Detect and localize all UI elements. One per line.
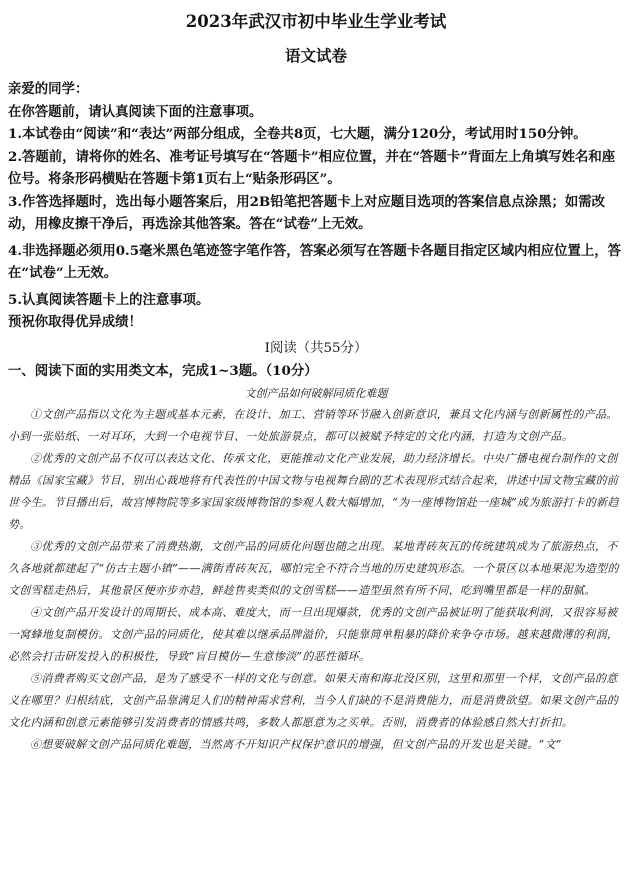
- instruction-item-3: 3.作答选择题时，选出每小题答案后，用2B铅笔把答题卡上对应题目选项的答案信息点涂黑；如需改动，用橡皮擦干净后，再选涂其他答案。答在“试卷”上无效。: [8, 193, 606, 232]
- article-paragraph-6: ⑥想要破解文创产品同质化难题，当然离不开知识产权保护意识的增强，但文创产品的开发也是关键。“文”: [30, 737, 562, 751]
- instructions-intro: 在你答题前，请认真阅读下面的注意事项。: [8, 103, 263, 120]
- article-paragraph-1: ①文创产品指以文化为主题或基本元素，在设计、加工、营销等环节融入创新意识，兼具文化内涵与创新属性的产品。小到一张贴纸、一对耳环，大到一个电视节目、一处旅游景点，都可以被赋予特定的文化内涵，打造为文创产品。: [8, 407, 618, 443]
- article-paragraph-2: ②优秀的文创产品不仅可以表达文化、传承文化，更能推动文化产业发展，助力经济增长。中央广播电视台制作的文创精品《国家宝藏》节目，别出心裁地将有代表性的中国文物与电视舞台剧的艺术表现形式结合起来，讲述中国文物宝藏的前世今生。节目播出后，故宫博物院等多家国家级博物馆的参观人数大幅增加，“为一座博物馆赴一座城”成为旅游打卡的新趋势。: [8, 451, 619, 531]
- article-paragraph-5: ⑤消费者购买文创产品，是为了感受不一样的文化与创意。如果天南和海北没区别，这里和那里一个样，文创产品的意义在哪里？归根结底，文创产品靠满足人们的精神需求营利，当今人们缺的不是消费能力，而是消费欲望。如果文创产品的文化内涵和创意元素能够引发消费者的情感共鸣，多数人都愿意为之买单。否则，消费者的体验感自然大打折扣。: [8, 671, 619, 729]
- article-paragraph-3: ③优秀的文创产品带来了消费热潮，文创产品的同质化问题也随之出现。某地青砖灰瓦的传统建筑成为了旅游热点，不久各地就都建起了“仿古主题小镇”——满街青砖灰瓦，哪怕完全不符合当地的历史建筑形态。一个景区以本地果泥为造型的文创雪糕走热后，其他景区便亦步亦趋，鲜趁售卖类似的文创雪糕——造型虽然有所不同，吃到嘴里都是一样的甜腻。: [8, 539, 619, 597]
- question-heading: 一、阅读下面的实用类文本，完成1~3题。（10分）: [8, 362, 318, 379]
- exam-title: 2023年武汉市初中毕业生学业考试: [185, 12, 447, 31]
- closing-wish: 预祝你取得优异成绩！: [8, 314, 142, 330]
- greeting: 亲爱的同学：: [8, 81, 89, 97]
- instructions-block: [8, 78, 624, 334]
- article-title: 文创产品如何破解同质化难题: [244, 386, 388, 400]
- section-title: Ⅰ阅读（共55分）: [264, 340, 368, 356]
- instruction-item-1: 1.本试卷由“阅读”和“表达”两部分组成，全卷共8页，七大题，满分120分，考试用时150分钟。: [8, 126, 587, 142]
- instruction-item-5: 5.认真阅读答题卡上的注意事项。: [8, 291, 210, 308]
- instruction-item-2: 2.答题前，请将你的姓名、准考证号填写在“答题卡”相应位置，并在“答题卡”背面左上角填写姓名和座位号。将条形码横贴在答题卡第1页右上“贴条形码区”。: [8, 148, 616, 187]
- instruction-item-4: 4.非选择题必须用0.5毫米黑色笔迹签字笔作答，答案必须写在答题卡各题目指定区域内相应位置上，答在“试卷”上无效。: [8, 242, 622, 281]
- article-paragraph-4: ④文创产品开发设计的周期长、成本高、难度大，而一旦出现爆款，优秀的文创产品被证明了能获取利润，又很容易被一窝蜂地复制模仿。文创产品的同质化，使其难以继承品牌溢价，只能靠简单粗暴的降价来争夺市场。越来越微薄的利润，必然会打击研发投入的积极性，导致“盲目模仿—生意惨淡”的恶性循环。: [8, 605, 619, 663]
- paper-subtitle: 语文试卷: [284, 46, 347, 65]
